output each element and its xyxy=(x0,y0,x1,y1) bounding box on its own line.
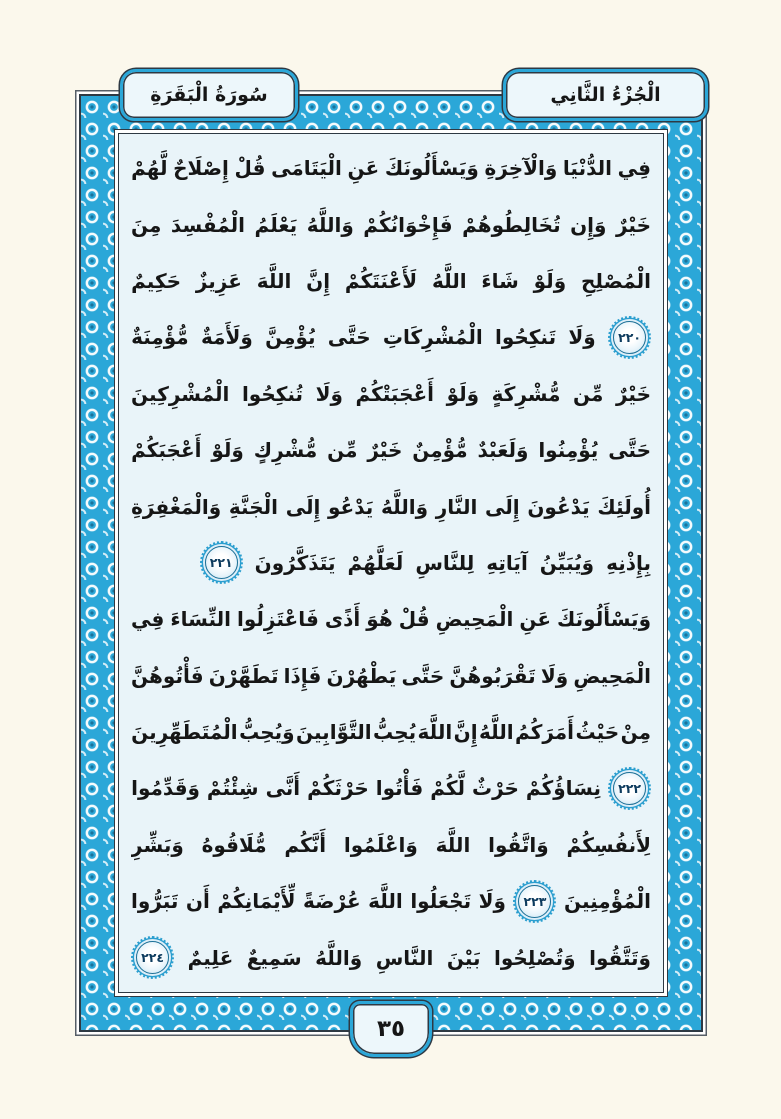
quran-line xyxy=(131,536,651,590)
juz-name-label: الْجُزْءُ الثَّانِي xyxy=(550,84,661,106)
quran-word: تَجْعَلُوا xyxy=(410,889,472,914)
quran-word: وَتَتَّقُوا xyxy=(589,945,651,970)
quran-word: الْمَحِيضِ xyxy=(573,663,651,688)
quran-word: تُخَالِطُوهُمْ xyxy=(462,212,561,237)
surah-name-label: سُورَةُ الْبَقَرَةِ xyxy=(150,84,268,106)
quran-word: مِّن xyxy=(573,381,604,406)
quran-word: بَيْنَ xyxy=(446,945,481,970)
quran-word: النَّارِ xyxy=(435,494,478,519)
quran-word: وَتُصْلِحُوا xyxy=(493,945,576,970)
quran-word: اللَّهَ xyxy=(417,720,453,745)
quran-word: اللَّهُ xyxy=(478,720,514,745)
quran-word: اللَّهُ xyxy=(431,268,467,293)
quran-word: وَالْآخِرَةِ xyxy=(484,156,558,181)
quran-word: وَيَسْأَلُونَكَ xyxy=(384,156,479,181)
page-number-label: ٣٥ xyxy=(376,1016,406,1042)
quran-word: تَنكِحُوا xyxy=(494,325,557,350)
quran-word: حَكِيمٌ xyxy=(131,268,181,293)
quran-word: يُؤْمِنُوا xyxy=(538,438,599,463)
quran-line xyxy=(131,141,651,195)
quran-word: وَاللَّهُ xyxy=(380,494,429,519)
quran-word: عَزِيزٌ xyxy=(195,268,242,293)
juz-name-cartouche xyxy=(503,69,708,121)
quran-word: قُلْ xyxy=(234,156,266,181)
quran-word: عَنِ xyxy=(519,607,551,632)
quran-word: وَيَسْأَلُونَكَ xyxy=(557,607,651,632)
quran-word: شَاءَ xyxy=(481,268,519,293)
quran-word: حَتَّى xyxy=(327,325,371,350)
quran-word: وَلَأَمَةٌ xyxy=(200,325,253,350)
quran-word: وَلَا xyxy=(568,325,596,350)
quran-word: مِنَ xyxy=(131,212,162,237)
quran-word: مِّن xyxy=(327,438,358,463)
quran-word: الْمُشْرِكَاتِ xyxy=(382,325,483,350)
quran-line xyxy=(131,592,651,646)
quran-word: لِلنَّاسِ xyxy=(415,550,475,575)
page-number-tab xyxy=(350,1001,432,1057)
quran-word: حَرْثٌ xyxy=(472,776,519,801)
quran-word: أَنَّكُم xyxy=(284,832,327,857)
quran-word: الْمُفْسِدَ xyxy=(170,212,245,237)
quran-word: قُلْ xyxy=(398,607,430,632)
quran-word: فَاعْتَزِلُوا xyxy=(237,607,319,632)
quran-word: يَعْلَمُ xyxy=(254,212,298,237)
quran-word: عَلِيمٌ xyxy=(187,945,234,970)
quran-lines xyxy=(118,133,664,993)
quran-word: بِإِذْنِهِ xyxy=(606,550,651,575)
quran-word: وَيُبَيِّنُ xyxy=(539,550,595,575)
quran-line xyxy=(131,198,651,252)
verse-number-marker: ٢٢١ xyxy=(205,546,238,579)
quran-word: أَعْجَبَكُمْ xyxy=(131,438,202,463)
quran-word: أَعْجَبَتْكُمْ xyxy=(355,381,435,406)
quran-line xyxy=(131,649,651,703)
quran-word: الْمَحِيضِ xyxy=(435,607,514,632)
quran-line xyxy=(131,367,651,421)
quran-word: مُّلَاقُوهُ xyxy=(201,832,267,857)
quran-word: وَلَوْ xyxy=(446,381,480,406)
quran-word: النِّسَاءَ xyxy=(170,607,231,632)
quran-word: لِّأَيْمَانِكُمْ xyxy=(217,889,296,914)
quran-word: لِأَنفُسِكُمْ xyxy=(566,832,651,857)
quran-word: فِي xyxy=(131,607,165,632)
quran-word: وَلَعَبْدٌ xyxy=(477,438,529,463)
quran-word: يَطْهُرْنَ xyxy=(326,663,397,688)
quran-word: لَعَلَّهُمْ xyxy=(347,550,404,575)
quran-word: خَيْرٌ xyxy=(367,438,403,463)
quran-line xyxy=(131,423,651,477)
quran-line xyxy=(131,480,651,534)
quran-word: وَلَوْ xyxy=(211,438,244,463)
quran-word: إِنَّ xyxy=(306,268,331,293)
quran-word: حَتَّى xyxy=(401,663,445,688)
quran-word: مُّؤْمِنٌ xyxy=(412,438,468,463)
quran-word: أَمَرَكُمُ xyxy=(515,720,575,745)
quran-word: شِئْتُمْ xyxy=(206,776,259,801)
quran-word: وَلَوْ xyxy=(533,268,567,293)
quran-word: خَيْرٌ xyxy=(615,381,651,406)
quran-word: حَيْثُ xyxy=(575,720,620,745)
quran-word: لَّكُمْ xyxy=(430,776,466,801)
quran-word: سَمِيعٌ xyxy=(246,945,302,970)
quran-word: أَن xyxy=(185,889,210,914)
quran-word: الْمُصْلِحِ xyxy=(580,268,651,293)
quran-word: يَتَذَكَّرُونَ xyxy=(254,550,336,575)
quran-word: لَّهُمْ xyxy=(131,156,168,181)
quran-word: حَرْثَكُمْ xyxy=(307,776,369,801)
quran-line xyxy=(131,705,651,759)
quran-word: النَّاسِ xyxy=(375,945,434,970)
quran-word: مُّؤْمِنَةٌ xyxy=(131,325,189,350)
quran-line xyxy=(131,761,651,815)
quran-word: الْمُتَطَهِّرِينَ xyxy=(131,720,238,745)
quran-word: فَأْتُوا xyxy=(375,776,424,801)
quran-line xyxy=(131,310,651,364)
quran-word: هُوَ xyxy=(366,607,393,632)
quran-word: اللَّهَ xyxy=(435,832,471,857)
quran-word: إِصْلَاحٌ xyxy=(173,156,229,181)
verse-number-marker: ٢٢٤ xyxy=(136,941,169,974)
quran-word: إِنَّ xyxy=(453,720,478,745)
quran-word: عُرْضَةً xyxy=(303,889,361,914)
quran-word: وَيُحِبُّ xyxy=(239,720,295,745)
quran-word: إِلَى xyxy=(285,494,321,519)
quran-word: لَأَعْنَتَكُمْ xyxy=(344,268,418,293)
quran-word: فِي xyxy=(617,156,651,181)
quran-word: يُؤْمِنَّ xyxy=(265,325,316,350)
quran-word: تَقْرَبُوهُنَّ xyxy=(449,663,536,688)
quran-word: تَبَرُّوا xyxy=(131,889,179,914)
quran-word: الْمُؤْمِنِينَ xyxy=(563,889,651,914)
quran-word: تُنكِحُوا xyxy=(241,381,304,406)
quran-word: وَاعْلَمُوا xyxy=(343,832,418,857)
quran-word: وَالْمَغْفِرَةِ xyxy=(131,494,222,519)
quran-word: أَذًى xyxy=(324,607,361,632)
quran-line xyxy=(131,818,651,872)
quran-line xyxy=(131,931,651,985)
ornamental-border-frame xyxy=(79,94,703,1032)
quran-word: أَنَّى xyxy=(265,776,301,801)
quran-line xyxy=(131,254,651,308)
inner-border xyxy=(114,129,668,997)
quran-word: وَاللَّهُ xyxy=(306,212,354,237)
quran-word: فَإِذَا xyxy=(283,663,322,688)
quran-word: وَاتَّقُوا xyxy=(488,832,549,857)
quran-word: اللَّهَ xyxy=(368,889,403,914)
verse-number-marker: ٢٢٢ xyxy=(613,772,646,805)
quran-word: تَطَهَّرْنَ xyxy=(208,663,279,688)
quran-word: مُّشْرِكَةٍ xyxy=(491,381,561,406)
quran-line xyxy=(131,874,651,928)
quran-word: الدُّنْيَا xyxy=(562,156,613,181)
quran-word: وَاللَّهُ xyxy=(315,945,363,970)
quran-word: الْجَنَّةِ xyxy=(228,494,278,519)
quran-word: مِنْ xyxy=(620,720,651,745)
quran-word: نِسَاؤُكُمْ xyxy=(525,776,602,801)
quran-word: وَقَدِّمُوا xyxy=(131,776,200,801)
verse-number-marker: ٢٢٠ xyxy=(613,321,646,354)
quran-word: الْمُشْرِكِينَ xyxy=(131,381,230,406)
quran-word: آيَاتِهِ xyxy=(486,550,528,575)
quran-word: يُحِبُّ xyxy=(373,720,417,745)
quran-word: وَبَشِّرِ xyxy=(131,832,184,857)
quran-word: فَإِخْوَانُكُمْ xyxy=(363,212,453,237)
quran-word: يَدْعُو xyxy=(328,494,374,519)
quran-word: وَلَا xyxy=(540,663,569,688)
quran-word: التَّوَّابِينَ xyxy=(296,720,372,745)
quran-word: وَلَا xyxy=(478,889,506,914)
quran-word: وَلَا xyxy=(315,381,343,406)
quran-word: يَدْعُونَ xyxy=(527,494,590,519)
surah-name-cartouche xyxy=(120,69,298,121)
quran-word: الْيَتَامَى xyxy=(271,156,342,181)
quran-word: خَيْرٌ xyxy=(615,212,651,237)
quran-word: إِلَى xyxy=(485,494,520,519)
quran-word: مُّشْرِكٍ xyxy=(253,438,318,463)
quran-word: أُولَئِكَ xyxy=(597,494,651,519)
quran-word: حَتَّى xyxy=(608,438,651,463)
quran-word: عَنِ xyxy=(347,156,380,181)
quran-word: فَأْتُوهُنَّ xyxy=(131,663,204,688)
quran-word: اللَّهَ xyxy=(256,268,292,293)
verse-number-marker: ٢٢٣ xyxy=(518,885,551,918)
quran-word: وَإِن xyxy=(570,212,607,237)
